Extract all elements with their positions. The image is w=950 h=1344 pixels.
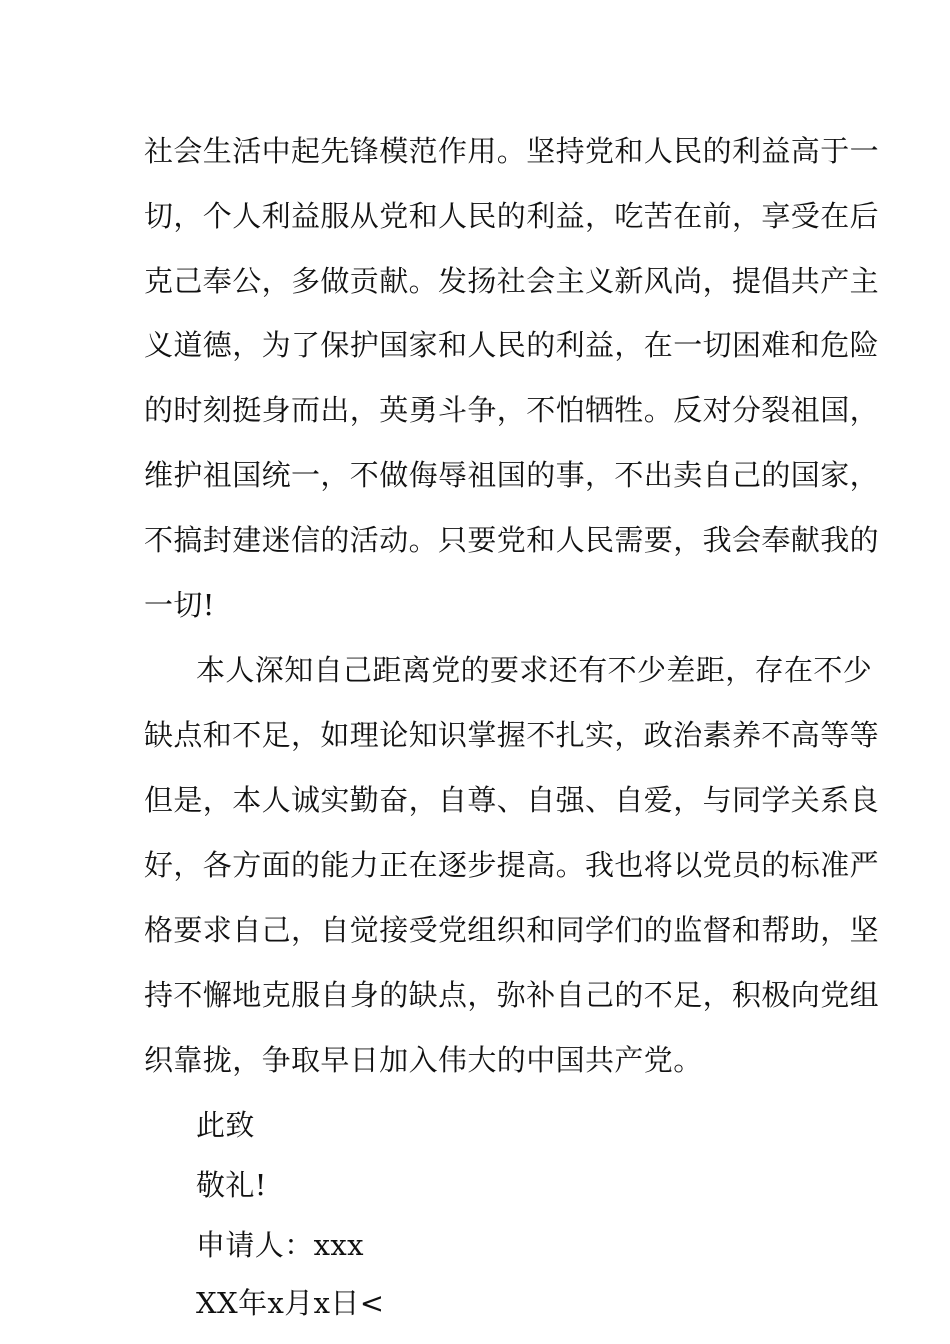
text-line: 织靠拢，争取早日加入伟大的中国共产党。 (144, 1043, 703, 1077)
applicant-signature: 申请人：xxx (196, 1228, 364, 1262)
text-line: 克己奉公，多做贡献。发扬社会主义新风尚，提倡共产主 (144, 264, 880, 298)
text-line: 不搞封建迷信的活动。只要党和人民需要，我会奉献我的 (144, 523, 880, 557)
text-line: 本人深知自己距离党的要求还有不少差距，存在不少 (196, 653, 873, 687)
salutation: 此致 (196, 1108, 255, 1142)
text-line: 切，个人利益服从党和人民的利益，吃苦在前，享受在后 (144, 199, 880, 233)
text-line: 格要求自己，自觉接受党组织和同学们的监督和帮助，坚 (144, 913, 880, 947)
text-line: 好，各方面的能力正在逐步提高。我也将以党员的标准严 (144, 848, 880, 882)
respect-line: 敬礼! (196, 1168, 267, 1202)
text-line: 但是，本人诚实勤奋，自尊、自强、自爱，与同学关系良 (144, 783, 880, 817)
text-line: 缺点和不足，如理论知识掌握不扎实，政治素养不高等等 (144, 718, 880, 752)
date-line: XX年x月x日< (196, 1286, 385, 1320)
text-line: 一切! (144, 588, 215, 622)
text-line: 持不懈地克服自身的缺点，弥补自己的不足，积极向党组 (144, 978, 880, 1012)
text-line: 义道德，为了保护国家和人民的利益，在一切困难和危险 (144, 328, 880, 362)
text-line: 社会生活中起先锋模范作用。坚持党和人民的利益高于一 (144, 134, 880, 168)
text-line: 维护祖国统一，不做侮辱祖国的事，不出卖自己的国家， (144, 458, 880, 492)
text-line: 的时刻挺身而出，英勇斗争，不怕牺牲。反对分裂祖国， (144, 393, 880, 427)
